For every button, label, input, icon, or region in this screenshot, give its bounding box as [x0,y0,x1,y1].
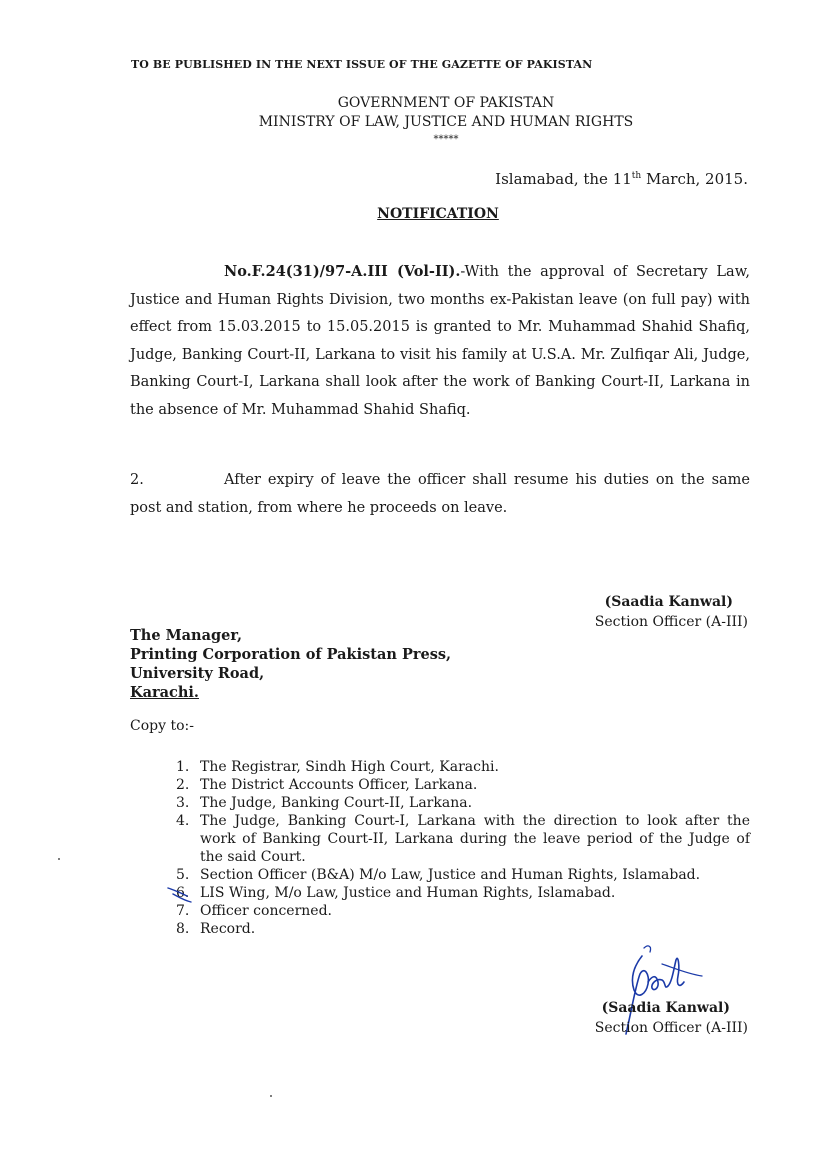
list-item-number: 4. [176,813,190,829]
copy-to-list [176,758,750,938]
signature-block-2 [595,998,748,1038]
signatory-name: (Saadia Kanwal) [604,594,733,610]
list-item-number: 5. [176,867,190,883]
signature-block-1 [595,592,748,632]
list-item [176,866,750,884]
paragraph-1 [130,258,750,424]
list-item [176,884,750,902]
dateline-prefix: Islamabad, the 11 [495,170,632,188]
list-item-number: 1. [176,759,190,775]
gazette-publication-note: TO BE PUBLISHED IN THE NEXT ISSUE OF THE GAZETTE OF PAKISTAN [131,58,593,71]
scan-speck [270,1095,272,1097]
list-item [176,776,750,794]
list-item-text: The Registrar, Sindh High Court, Karachi. [200,759,499,775]
list-item [176,902,750,920]
header-government: GOVERNMENT OF PAKISTAN [337,95,555,111]
list-item-number: 7. [176,903,190,919]
paragraph-2-number: 2. [130,472,144,488]
scan-speck [58,858,60,860]
signatory-name: (Saadia Kanwal) [601,1000,730,1016]
list-item-text: Record. [200,921,256,937]
dateline-ordinal: th [631,171,642,181]
list-item-number: 6. [176,885,190,901]
notification-title: NOTIFICATION [377,206,499,222]
header-stars: ***** [433,134,459,145]
paragraph-2-text: After expiry of leave the officer shall resume his duties on the same post and station, from where he proceeds on leave. [130,472,750,516]
list-item [176,812,750,866]
list-item [176,758,750,776]
list-item-text: Section Officer (B&A) M/o Law, Justice and Human Rights, Islamabad. [200,867,701,883]
list-item-number: 2. [176,777,190,793]
addressee-line-1: The Manager, [130,627,242,644]
list-item [176,794,750,812]
list-item-text: The Judge, Banking Court-II, Larkana. [200,795,473,811]
handwritten-tick-mark [165,884,195,906]
signatory-designation: Section Officer (A-III) [594,1020,748,1036]
list-item-number: 3. [176,795,190,811]
addressee-block [130,626,451,702]
list-item [176,920,750,938]
list-item-text: The Judge, Banking Court-I, Larkana with the direction to look after the work of Banking Court-II, Larkana during the leave period of the Judge of the said Court. [200,813,750,865]
paragraph-1-text: -With the approval of Secretary Law, Justice and Human Rights Division, two months ex-Pakistan leave (on full pay) with effect from 15.03.2015 to 15.05.2015 is granted to Mr. Muhammad Shahid Shafiq, Judge, Banking Court-II, Larkana to visit his family at U.S.A. Mr. Zulfiqar Ali, Judge, Banking Court-I, Larkana shall look after the work of Banking Court-II, Larkana in the absence of Mr. Muhammad Shahid Shafiq. [130,264,750,418]
reference-number: No.F.24(31)/97-A.III (Vol-II). [224,263,461,280]
signatory-designation: Section Officer (A-III) [594,614,748,630]
list-item-text: The District Accounts Officer, Larkana. [200,777,478,793]
header-ministry: MINISTRY OF LAW, JUSTICE AND HUMAN RIGHTS [258,114,634,130]
addressee-line-2: Printing Corporation of Pakistan Press, [130,646,452,663]
dateline [495,170,748,188]
paragraph-2 [130,467,750,522]
list-item-number: 8. [176,921,190,937]
list-item-text: LIS Wing, M/o Law, Justice and Human Rights, Islamabad. [200,885,616,901]
list-item-text: Officer concerned. [200,903,332,919]
addressee-line-3: University Road, [130,665,265,682]
dateline-suffix: March, 2015. [641,170,748,188]
copy-to-label: Copy to:- [130,718,194,734]
addressee-city: Karachi. [130,684,199,701]
